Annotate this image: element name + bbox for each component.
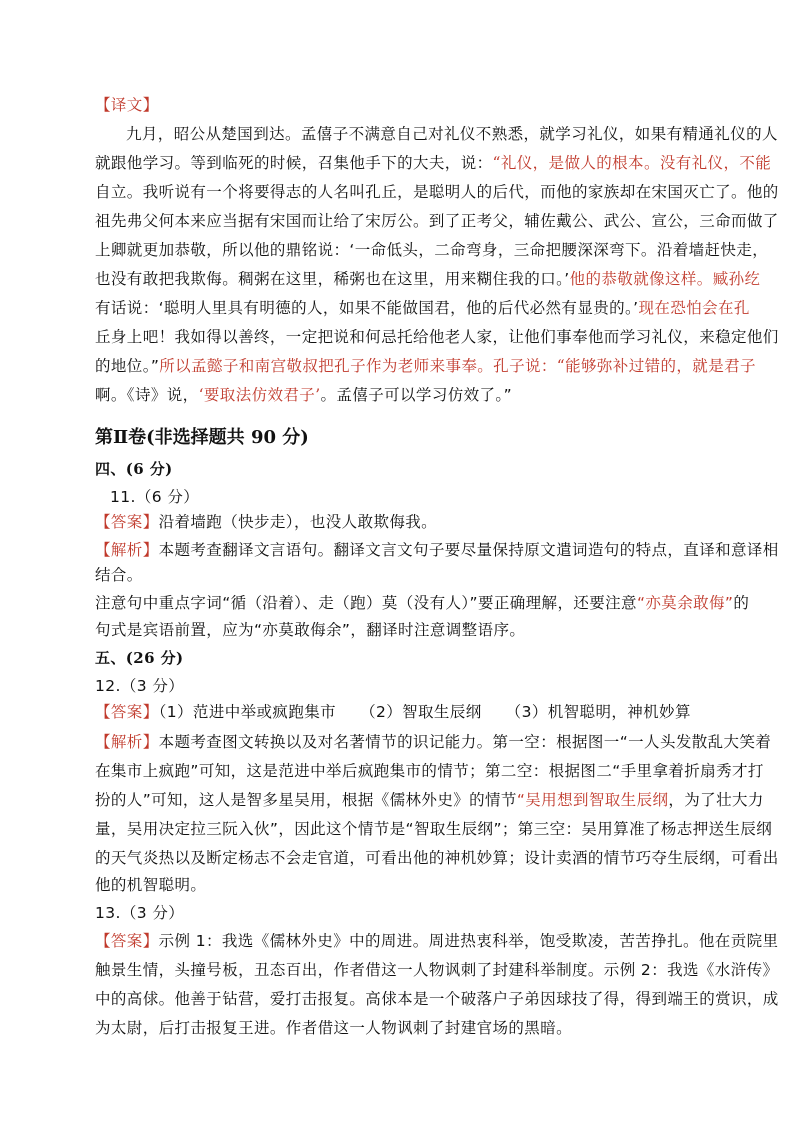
part4-title: 四、(6 分) (95, 460, 173, 478)
q11-number: 11.（6 分） (110, 488, 200, 506)
q13-answer-line-3: 中的高俅。他善于钻营，爱打击报复。高俅本是一个破落户子弟因球技了得，得到端王的赏识，成 (95, 990, 779, 1008)
translation-line-4: 祖先弗父何本来应当据有宋国而让给了宋厉公。到了正考父，辅佐戴公、武公、宣公，三命而做了 (95, 212, 779, 230)
translation-line-9: 的地位。”所以孟懿子和南宫敬叔把孔子作为老师来事奉。孔子说：“能够弥补过错的，就是君子 (95, 357, 756, 375)
q13-answer-line-2: 触景生情，头撞号板，丑态百出，作者借这一人物讽刺了封建科举制度。示例 2：我选《水浒传》 (95, 961, 779, 979)
translation-line-5: 上卿就更加恭敬，所以他的鼎铭说：‘一命低头，二命弯身，三命把腰深深弯下。沿着墙赶快走， (95, 241, 769, 259)
q11-note-line-1: 注意句中重点字词“循（沿着）、走（跑）莫（没有人）”要正确理解，还要注意“亦莫余敢侮”的 (95, 594, 750, 612)
q13-answer-line-1: 【答案】示例 1：我选《儒林外史》中的周进。周进热衷科举，饱受欺凌，苦苦挣扎。他在贡院里 (95, 932, 779, 950)
q12-analysis-line-5: 的天气炎热以及断定杨志不会走官道，可看出他的神机妙算；设计卖酒的情节巧夺生辰纲，可看出 (95, 849, 779, 867)
q12-number: 12.（3 分） (95, 677, 185, 695)
part5-title: 五、(26 分) (95, 649, 184, 667)
q11-analysis-line-2: 结合。 (95, 566, 143, 584)
translation-line-1: 九月，昭公从楚国到达。孟僖子不满意自己对礼仪不熟悉，就学习礼仪，如果有精通礼仪的人 (126, 125, 778, 143)
q13-answer-line-4: 为太尉，后打击报复王进。作者借这一人物讽刺了封建官场的黑暗。 (95, 1019, 573, 1037)
q12-answer: 【答案】（1）范进中举或疯跑集市 （2）智取生辰纲 （3）机智聪明，神机妙算 (95, 703, 691, 721)
q11-analysis-line-1: 【解析】本题考查翻译文言语句。翻译文言文句子要尽量保持原文遣词造句的特点，直译和意译相 (95, 541, 779, 559)
q13-number: 13.（3 分） (95, 904, 185, 922)
translation-heading: 【译文】 (95, 96, 159, 114)
translation-line-3: 自立。我听说有一个将要得志的人名叫孔丘，是聪明人的后代，而他的家族却在宋国灭亡了。他的 (95, 183, 779, 201)
q11-answer: 【答案】沿着墙跑（快步走），也没人敢欺侮我。 (95, 513, 438, 531)
translation-line-10: 啊。《诗》说，‘要取法仿效君子’。孟僖子可以学习仿效了。” (95, 386, 513, 404)
translation-line-6: 也没有敢把我欺侮。稠粥在这里，稀粥也在这里，用来糊住我的口。’他的恭敬就像这样。臧孙纥 (95, 270, 761, 288)
q12-analysis-line-4: 量，吴用决定拉三阮入伙”，因此这个情节是“智取生辰纲”；第三空：吴用算准了杨志押送生辰纲 (95, 820, 773, 838)
q11-note-line-2: 句式是宾语前置，应为“亦莫敢侮余”，翻译时注意调整语序。 (95, 621, 526, 639)
q12-analysis-line-2: 在集市上疯跑”可知，这是范进中举后疯跑集市的情节；第二空：根据图二“手里拿着折扇秀才打 (95, 762, 764, 780)
q12-analysis-line-1: 【解析】本题考查图文转换以及对名著情节的识记能力。第一空：根据图一“一人头发散乱大笑着 (95, 733, 772, 751)
q12-analysis-line-3: 扮的人”可知，这人是智多星吴用，根据《儒林外史》的情节“吴用想到智取生辰纲，为了壮大力 (95, 791, 764, 809)
section-title: 第Ⅱ卷(非选择题共 90 分) (95, 427, 309, 448)
q12-analysis-line-6: 他的机智聪明。 (95, 876, 207, 894)
translation-line-2: 就跟他学习。等到临死的时候，召集他手下的大夫，说：“礼仪，是做人的根本。没有礼仪，不能 (95, 154, 772, 172)
translation-line-8: 丘身上吧！我如得以善终，一定把说和何忌托给他老人家，让他们事奉他而学习礼仪，来稳定他们 (95, 328, 779, 346)
translation-line-7: 有话说：‘聪明人里具有明德的人，如果不能做国君，他的后代必然有显贵的。’现在恐怕会在孔 (95, 299, 750, 317)
